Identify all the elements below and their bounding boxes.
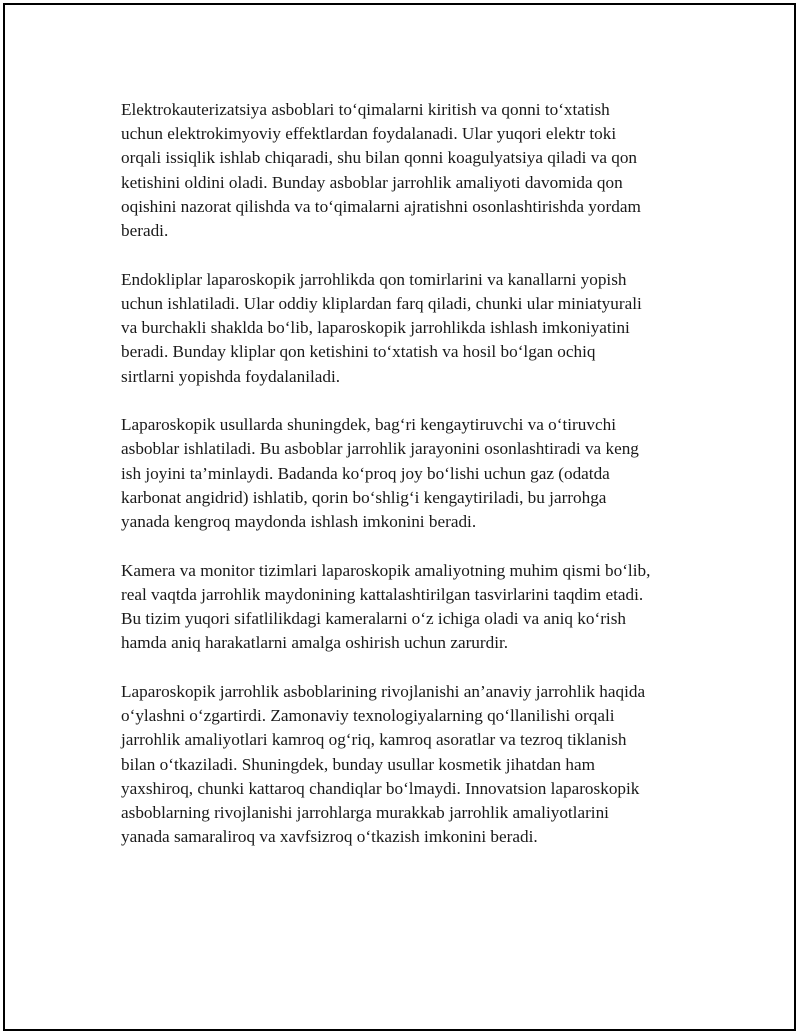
paragraph-electrocautery: Elektrokauterizatsiya asboblari to‘qimalarni kiritish va qonni to‘xtatish uchun elektrokimyoviy effektlardan foydalanadi. Ular yuqori elektr toki orqali issiqlik ishlab chiqaradi, shu bilan qonni koagulyatsiya qiladi va qon ketishini oldini oladi. Bunday asboblar jarrohlik amaliyoti davomida qon oqishini nazorat qilishda va to‘qimalarni ajratishni osonlashtirishda yordam beradi.: [121, 100, 641, 241]
page-frame: [3, 3, 796, 1031]
document-body: [121, 98, 701, 874]
paragraph-camera-monitor: Kamera va monitor tizimlari laparoskopik amaliyotning muhim qismi bo‘lib, real vaqtda jarrohlik maydonining kattalashtirilgan tasvirlarini taqdim etadi. Bu tizim yuqori sifatlilikdagi kameralarni o‘z ichiga oladi va aniq ko‘rish hamda aniq harakatlarni amalga oshirish uchun zarurdir.: [121, 560, 651, 653]
paragraph-endoclips: Endokliplar laparoskopik jarrohlikda qon tomirlarini va kanallarni yopish uchun ishlatiladi. Ular oddiy kliplardan farq qiladi, chunki ular miniatyurali va burchakli shaklda bo‘lib, laparoskopik jarrohlikda ishlash imkoniyatini beradi. Bunday kliplar qon ketishini to‘xtatish va hosil bo‘lgan ochiq sirtlarni yopishda foydalaniladi.: [121, 269, 642, 386]
paragraph-development: Laparoskopik jarrohlik asboblarining rivojlanishi an’anaviy jarrohlik haqida o‘ylashni o‘zgartirdi. Zamonaviy texnologiyalarning qo‘llanilishi orqali jarrohlik amaliyotlari kamroq og‘riq, kamroq asoratlar va tezroq tiklanish bilan o‘tkaziladi. Shuningdek, bunday usullar kosmetik jihatdan ham yaxshiroq, chunki kattaroq chandiqlar bo‘lmaydi. Innovatsion laparoskopik asboblarning rivojlanishi jarrohlarga murakkab jarrohlik amaliyotlarini yanada samaraliroq va xavfsizroq o‘tkazish imkonini beradi.: [121, 682, 646, 847]
paragraph-insufflation: Laparoskopik usullarda shuningdek, bag‘ri kengaytiruvchi va o‘tiruvchi asboblar ishlatiladi. Bu asboblar jarrohlik jarayonini osonlashtiradi va keng ish joyini ta’minlaydi. Badanda ko‘proq joy bo‘lishi uchun gaz (odatda karbonat angidrid) ishlatib, qorin bo‘shlig‘i kengaytiriladi, bu jarrohga yanada kengroq maydonda ishlash imkonini beradi.: [121, 415, 639, 532]
